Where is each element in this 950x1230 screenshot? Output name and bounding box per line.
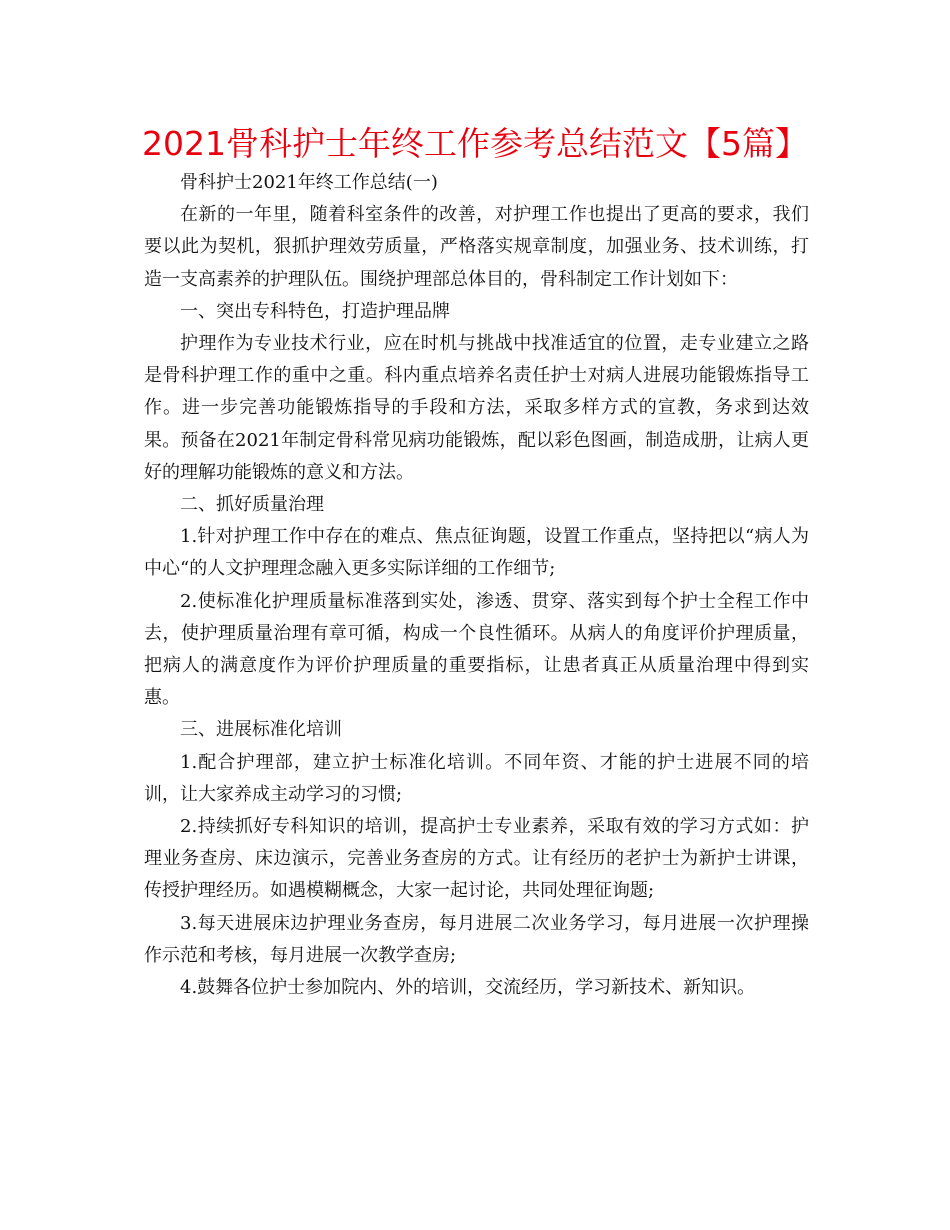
section-subtitle: 骨科护士2021年终工作总结(一) <box>180 172 438 193</box>
document-body <box>144 167 809 1004</box>
list-item: 3.每天进展床边护理业务查房，每月进展二次业务学习，每月进展一次护理操作示范和考核，每月进展一次教学查房; <box>144 912 809 966</box>
paragraph: 护理作为专业技术行业，应在时机与挑战中找准适宜的位置，走专业建立之路是骨科护理工作的重中之重。科内重点培养名责任护士对病人进展功能锻炼指导工作。进一步完善功能锻炼指导的手段和方法，采取多样方式的宣教，务求到达效果。预备在2021年制定骨科常见病功能锻炼，配以彩色图画，制造成册，让病人更好的理解功能锻炼的意义和方法。 <box>144 333 809 483</box>
list-item: 1.配合护理部，建立护士标准化培训。不同年资、才能的护士进展不同的培训，让大家养成主动学习的习惯; <box>144 751 809 805</box>
paragraph: 在新的一年里，随着科室条件的改善，对护理工作也提出了更高的要求，我们要以此为契机，狠抓护理效劳质量，严格落实规章制度，加强业务、技术训练，打造一支高素养的护理队伍。围绕护理部总体目的，骨科制定工作计划如下： <box>144 204 809 290</box>
list-item: 4.鼓舞各位护士参加院内、外的培训，交流经历，学习新技术、新知识。 <box>180 977 756 999</box>
list-item: 2.持续抓好专科知识的培训，提高护士专业素养，采取有效的学习方式如：护理业务查房、床边演示，完善业务查房的方式。让有经历的老护士为新护士讲课，传授护理经历。如遇模糊概念，大家一起讨论，共同处理征询题; <box>144 816 809 902</box>
section-heading: 一、突出专科特色，打造护理品牌 <box>180 300 450 322</box>
section-heading: 二、抓好质量治理 <box>180 494 324 516</box>
document-title: 2021骨科护士年终工作参考总结范文【5篇】 <box>142 124 808 163</box>
section-heading: 三、进展标准化培训 <box>180 719 342 741</box>
list-item: 2.使标准化护理质量标准落到实处，渗透、贯穿、落实到每个护士全程工作中去，使护理质量治理有章可循，构成一个良性循环。从病人的角度评价护理质量，把病人的满意度作为评价护理质量的重要指标，让患者真正从质量治理中得到实惠。 <box>144 590 809 709</box>
list-item: 1.针对护理工作中存在的难点、焦点征询题，设置工作重点，坚持把以“病人为中心“的人文护理理念融入更多实际详细的工作细节; <box>144 526 809 580</box>
